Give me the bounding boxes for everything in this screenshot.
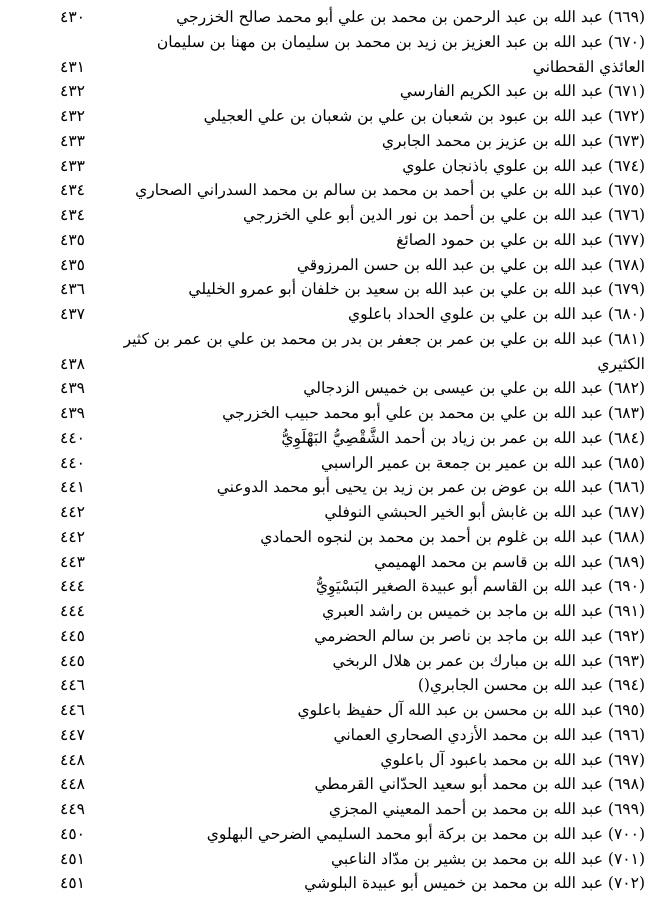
index-entry bbox=[0, 673, 662, 698]
index-entry bbox=[0, 500, 662, 525]
entry-name: (٦٩٨) عبد الله بن محمد أبو سعيد الحدّاني القرمطي bbox=[314, 775, 645, 794]
entry-page-number: ٤٣٥ bbox=[60, 255, 85, 274]
index-entry bbox=[0, 302, 662, 327]
index-entry bbox=[0, 772, 662, 797]
entry-page-number: ٤٣٣ bbox=[60, 131, 85, 150]
index-entry bbox=[0, 822, 662, 847]
index-entry bbox=[0, 401, 662, 426]
entry-page-number: ٤٤٦ bbox=[60, 701, 85, 719]
entry-page-number: ٤٣٣ bbox=[60, 156, 85, 175]
entry-page-number: ٤٣٧ bbox=[60, 305, 85, 323]
entry-name: (٧٠٢) عبد الله بن محمد بن خميس أبو عبيدة البلوشي bbox=[304, 874, 645, 893]
index-entry bbox=[0, 104, 662, 129]
entry-page-number: ٤٤٨ bbox=[60, 775, 85, 794]
index-entry bbox=[0, 352, 662, 377]
index-entry bbox=[0, 847, 662, 872]
entry-page-number: ٤٤٠ bbox=[60, 453, 85, 472]
entry-page-number: ٤٤٥ bbox=[60, 626, 85, 645]
entry-name: (٦٩٤) عبد الله بن محسن الجابري() bbox=[417, 676, 645, 695]
entry-name: (٦٨٥) عبد الله بن عمير بن جمعة بن عمير الراسبي bbox=[321, 453, 645, 472]
index-entry bbox=[0, 574, 662, 599]
index-entry bbox=[0, 376, 662, 401]
index-entry bbox=[0, 525, 662, 550]
entry-page-number: ٤٣١ bbox=[60, 57, 85, 76]
entry-page-number: ٤٣٩ bbox=[60, 379, 85, 398]
entry-page-number: ٤٤١ bbox=[60, 478, 85, 497]
index-entry bbox=[0, 723, 662, 748]
index-entry bbox=[0, 698, 662, 723]
entry-page-number: ٤٤٥ bbox=[60, 651, 85, 670]
entry-page-number: ٤٣٦ bbox=[60, 280, 85, 299]
entry-name: (٦٧٢) عبد الله بن عبود بن شعبان بن علي بن شعبان بن علي العجيلي bbox=[203, 107, 645, 125]
entry-name: (٦٧١) عبد الله بن عبد الكريم الفارسي bbox=[399, 82, 645, 101]
index-entry bbox=[0, 5, 662, 30]
index-entry bbox=[0, 550, 662, 575]
entry-page-number: ٤٣٢ bbox=[60, 82, 85, 101]
entry-name: (٦٧٨) عبد الله بن علي بن عبد الله بن حسن المرزوقي bbox=[296, 255, 645, 274]
entry-name: (٦٨٣) عبد الله بن علي بن محمد بن علي أبو محمد حبيب الخزرجي bbox=[222, 404, 645, 422]
entry-page-number: ٤٤٢ bbox=[60, 503, 85, 521]
entry-name: (٦٩٧) عبد الله بن محمد باعبود آل باعلوي bbox=[380, 750, 645, 769]
entry-page-number: ٤٣٠ bbox=[60, 8, 85, 26]
entry-name: (٦٩٩) عبد الله بن محمد بن أحمد المعيني المجزي bbox=[328, 800, 645, 818]
entry-name: (٦٧٣) عبد الله بن عزيز بن محمد الجابري bbox=[381, 131, 645, 150]
entry-name: (٦٧٩) عبد الله بن علي بن عبد الله بن سعيد بن خلفان أبو عمرو الخليلي bbox=[188, 280, 645, 299]
entry-name: (٦٨٨) عبد الله بن غلوم بن أحمد بن محمد بن لنجوه الحمادي bbox=[260, 527, 645, 546]
index-entry bbox=[0, 178, 662, 203]
index-entry bbox=[0, 624, 662, 649]
entry-page-number: ٤٣٢ bbox=[60, 107, 85, 125]
entry-page-number: ٤٣٤ bbox=[60, 181, 85, 200]
entry-page-number: ٤٣٩ bbox=[60, 404, 85, 422]
entry-page-number: ٤٤٠ bbox=[60, 428, 85, 447]
entry-name: العائذي القحطاني bbox=[532, 57, 645, 76]
index-entry bbox=[0, 277, 662, 302]
entry-name: (٦٧٥) عبد الله بن علي بن أحمد بن محمد بن سالم بن محمد السدراني الصحاري bbox=[135, 181, 645, 200]
entry-name: (٦٨٦) عبد الله بن عوض بن عمر بن زيد بن يحيى أبو محمد الدوعني bbox=[216, 478, 645, 497]
entry-name: (٦٨٤) عبد الله بن عمر بن زياد بن أحمد الشَّقْصِيُّ البَهْلَوِيُّ bbox=[281, 428, 645, 447]
entry-name: (٧٠١) عبد الله بن محمد بن بشير بن مدّاد الناعبي bbox=[330, 849, 645, 868]
entry-page-number: ٤٤٨ bbox=[60, 750, 85, 769]
index-entry bbox=[0, 797, 662, 822]
index-entry bbox=[0, 129, 662, 154]
entry-name: (٦٨٠) عبد الله بن علي بن علوي الحداد باعلوي bbox=[347, 305, 645, 323]
entry-name: (٦٨٢) عبد الله بن علي بن عيسى بن خميس الزدجالي bbox=[303, 379, 645, 398]
entry-page-number: ٤٥٠ bbox=[60, 824, 85, 843]
index-entry bbox=[0, 871, 662, 896]
entry-page-number: ٤٤٩ bbox=[60, 800, 85, 818]
entry-name: (٦٨٧) عبد الله بن غابش أبو الخير الحبشي النوفلي bbox=[324, 503, 645, 521]
index-entry bbox=[0, 599, 662, 624]
entry-name: (٦٩٢) عبد الله بن ماجد بن ناصر بن سالم الحضرمي bbox=[314, 626, 645, 645]
entry-page-number: ٤٥١ bbox=[60, 874, 85, 893]
index-entry bbox=[0, 79, 662, 104]
entry-page-number: ٤٣٤ bbox=[60, 206, 85, 224]
entry-page-number: ٤٤٤ bbox=[60, 602, 85, 620]
entry-name: (٧٠٠) عبد الله بن محمد بن بركة أبو محمد السليمي الضرحي البهلوي bbox=[206, 824, 645, 843]
index-entry bbox=[0, 55, 662, 80]
entry-name: (٦٩١) عبد الله بن ماجد بن خميس بن راشد العبري bbox=[322, 602, 645, 620]
entry-name: (٦٩٥) عبد الله بن محسن بن عبد الله آل حفيظ باعلوي bbox=[297, 701, 645, 719]
index-entry bbox=[0, 327, 662, 352]
entry-page-number: ٤٤٢ bbox=[60, 527, 85, 546]
entry-page-number: ٤٣٥ bbox=[60, 230, 85, 249]
index-page bbox=[0, 5, 662, 896]
index-entry bbox=[0, 426, 662, 451]
entry-name: (٦٧٠) عبد الله بن عبد العزيز بن زيد بن محمد بن سليمان بن مهنا بن سليمان bbox=[156, 32, 645, 51]
entry-page-number: ٤٤٤ bbox=[60, 577, 85, 596]
index-entry bbox=[0, 203, 662, 228]
index-entry bbox=[0, 228, 662, 253]
entry-page-number: ٤٤٦ bbox=[60, 676, 85, 695]
entry-name: (٦٩٠) عبد الله بن القاسم أبو عبيدة الصغير البَسْيَوِيُّ bbox=[315, 577, 645, 596]
index-entry bbox=[0, 748, 662, 773]
entry-name: الكثيري bbox=[597, 354, 645, 373]
index-entry bbox=[0, 30, 662, 55]
index-entry bbox=[0, 475, 662, 500]
entry-name: (٦٧٦) عبد الله بن علي بن أحمد بن نور الدين أبو علي الخزرجي bbox=[243, 206, 645, 224]
entry-name: (٦٩٦) عبد الله بن محمد الأزدي الصحاري العماني bbox=[333, 725, 645, 744]
entry-page-number: ٤٥١ bbox=[60, 849, 85, 868]
index-entry bbox=[0, 154, 662, 179]
index-entry bbox=[0, 451, 662, 476]
entry-name: (٦٦٩) عبد الله بن عبد الرحمن بن محمد بن علي أبو محمد صالح الخزرجي bbox=[176, 8, 645, 26]
index-entry bbox=[0, 649, 662, 674]
entry-page-number: ٤٤٧ bbox=[60, 725, 85, 744]
entry-name: (٦٨١) عبد الله بن علي بن عمر بن جعفر بن بدر بن محمد بن علي بن عمر بن كثير bbox=[123, 329, 645, 348]
entry-page-number: ٤٤٣ bbox=[60, 552, 85, 571]
entry-name: (٦٩٣) عبد الله بن مبارك بن عمر بن هلال الربخي bbox=[332, 651, 645, 670]
entry-name: (٦٧٧) عبد الله بن علي بن حمود الصائغ bbox=[396, 230, 645, 249]
index-entry bbox=[0, 253, 662, 278]
entry-name: (٦٧٤) عبد الله بن علوي باذنجان علوي bbox=[402, 156, 645, 175]
entry-page-number: ٤٣٨ bbox=[60, 354, 85, 373]
entry-name: (٦٨٩) عبد الله بن قاسم بن محمد الهميمي bbox=[374, 552, 645, 571]
